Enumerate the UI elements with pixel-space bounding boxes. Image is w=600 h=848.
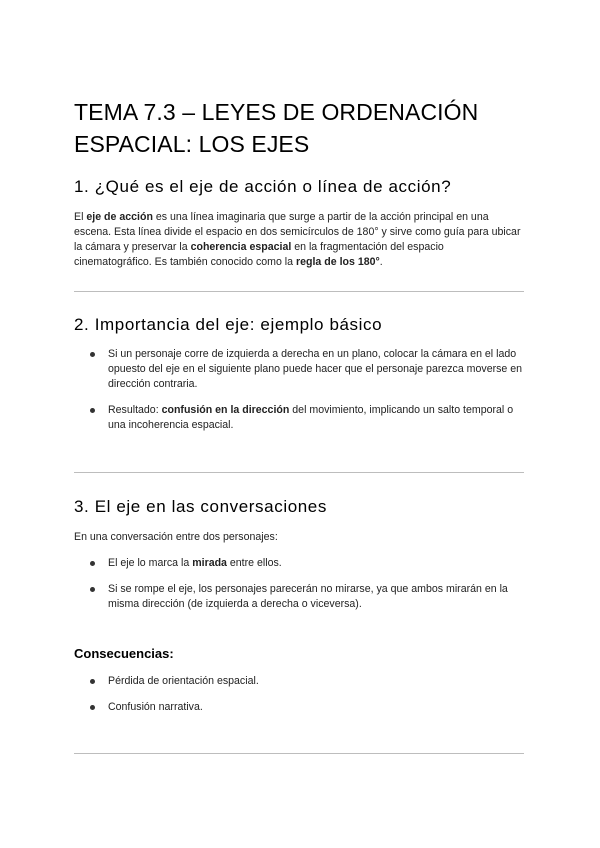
list-item: Pérdida de orientación espacial. [74,674,526,689]
section-1-heading: 1. ¿Qué es el eje de acción o línea de acción? [74,177,452,196]
bullet-icon [90,587,95,592]
section-1-paragraph: El eje de acción es una línea imaginaria que surge a partir de la acción principal en una escena. Esta línea divide el espacio en dos semicírculos de 180° y sirve como guía para ubicar la cámara y preservar la coherencia espacial en la fragmentación del espacio cinematográfico. Es también conocido como la regla de los 180°. [74,211,521,268]
divider [74,753,524,754]
divider [74,472,524,473]
bullet-icon [90,561,95,566]
list-item: Resultado: confusión en la dirección del movimiento, implicando un salto temporal o una incoherencia espacial. [74,403,526,433]
section-2-heading: 2. Importancia del eje: ejemplo básico [74,315,383,334]
divider [74,291,524,292]
section-3-list [74,556,526,612]
bullet-icon [90,352,95,357]
consequences-list [74,674,526,715]
list-item: Si se rompe el eje, los personajes parecerán no mirarse, ya que ambos mirarán en la misma dirección (de izquierda a derecha o viceversa). [74,582,526,612]
section-3-heading: 3. El eje en las conversaciones [74,497,327,516]
list-item: Confusión narrativa. [74,700,526,715]
bullet-icon [90,408,95,413]
consequences-heading: Consecuencias: [74,646,174,661]
bullet-icon [90,679,95,684]
section-2-list [74,347,526,433]
page-title: TEMA 7.3 – LEYES DE ORDENACIÓN ESPACIAL: LOS EJES [74,99,479,157]
section-3-intro: En una conversación entre dos personajes: [74,531,278,543]
list-item: Si un personaje corre de izquierda a derecha en un plano, colocar la cámara en el lado opuesto del eje en el siguiente plano puede hacer que el personaje parezca moverse en dirección contraria. [74,347,526,392]
list-item: El eje lo marca la mirada entre ellos. [74,556,526,571]
bullet-icon [90,705,95,710]
